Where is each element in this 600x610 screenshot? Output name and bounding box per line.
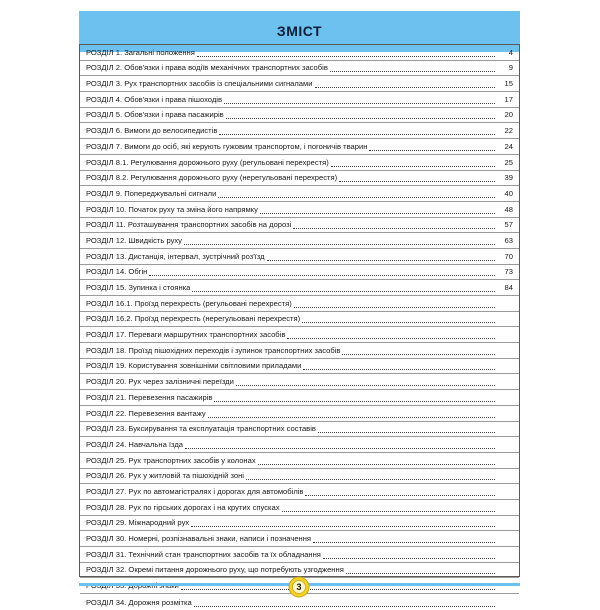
toc-row bbox=[80, 186, 519, 202]
toc-section-number: РОЗДІЛ 21. bbox=[86, 392, 127, 402]
toc-page-number: 84 bbox=[504, 283, 513, 292]
table-of-contents bbox=[80, 45, 519, 610]
dot-leader bbox=[224, 103, 495, 104]
toc-row bbox=[80, 202, 519, 218]
toc-section-number: РОЗДІЛ 12. bbox=[86, 235, 127, 245]
toc-section-title: Проїзд перехресть (регульовані перехрестя) bbox=[134, 298, 292, 308]
toc-section-number: РОЗДІЛ 9. bbox=[86, 188, 123, 198]
dot-leader bbox=[323, 558, 495, 559]
toc-row bbox=[80, 265, 519, 281]
toc-row bbox=[80, 280, 519, 296]
toc-entry-text bbox=[80, 63, 328, 75]
toc-section-number: РОЗДІЛ 19. bbox=[86, 361, 127, 371]
toc-page-number: 39 bbox=[504, 173, 513, 183]
dot-leader bbox=[346, 573, 495, 574]
toc-entry-text bbox=[80, 330, 285, 342]
dot-leader bbox=[192, 291, 495, 292]
toc-row bbox=[80, 155, 519, 171]
toc-section-title: Початок руху та зміна його напрямку bbox=[128, 204, 258, 214]
toc-page-number: 25 bbox=[504, 157, 513, 167]
toc-section-number: РОЗДІЛ 4. bbox=[86, 94, 123, 104]
toc-section-number: РОЗДІЛ 27. bbox=[86, 486, 127, 496]
toc-section-title: Рух через залізничні переїзди bbox=[128, 377, 234, 387]
toc-entry-text bbox=[80, 361, 301, 373]
toc-page-number bbox=[497, 528, 519, 530]
toc-page-number: 9 bbox=[508, 63, 513, 73]
toc-row bbox=[80, 233, 519, 249]
dot-leader bbox=[194, 606, 495, 607]
toc-section-title: Обов'язки і права пасажирів bbox=[124, 110, 224, 120]
toc-row bbox=[80, 327, 519, 343]
toc-row bbox=[80, 422, 519, 438]
toc-entry-text bbox=[80, 283, 190, 295]
toc-row bbox=[80, 469, 519, 485]
toc-page-number bbox=[497, 434, 519, 436]
dot-leader bbox=[260, 213, 495, 214]
toc-entry-text bbox=[80, 487, 303, 499]
toc-page-number: 17 bbox=[504, 94, 513, 104]
toc-entry-text bbox=[80, 534, 311, 546]
title-band bbox=[79, 17, 520, 45]
toc-entry-text bbox=[80, 95, 222, 107]
toc-row bbox=[80, 312, 519, 328]
toc-section-title: Швидкість руху bbox=[128, 235, 182, 245]
toc-section-number: РОЗДІЛ 16.1. bbox=[86, 298, 133, 308]
page-number-badge bbox=[288, 576, 310, 598]
dot-leader bbox=[294, 307, 495, 308]
toc-entry-text bbox=[80, 440, 183, 452]
toc-section-title: Зупинка і стоянка bbox=[128, 283, 191, 292]
toc-row bbox=[80, 92, 519, 108]
toc-section-title: Рух транспортних засобів із спеціальними сигналами bbox=[124, 79, 313, 89]
toc-entry-text bbox=[80, 79, 313, 91]
toc-section-title: Рух по автомагістралях і дорогах для автомобілів bbox=[128, 486, 304, 496]
toc-page-number: 15 bbox=[504, 79, 513, 89]
toc-row bbox=[80, 390, 519, 406]
toc-section-number: РОЗДІЛ 15. bbox=[86, 283, 127, 292]
toc-section-number: РОЗДІЛ 11. bbox=[86, 220, 126, 230]
toc-page-number bbox=[497, 560, 519, 562]
toc-section-number: РОЗДІЛ 7. bbox=[86, 141, 123, 151]
toc-section-number: РОЗДІЛ 5. bbox=[86, 110, 123, 120]
toc-row bbox=[80, 437, 519, 453]
toc-row bbox=[80, 516, 519, 532]
dot-leader bbox=[219, 134, 495, 135]
toc-section-number: РОЗДІЛ 34. bbox=[86, 597, 127, 607]
dot-leader bbox=[369, 150, 495, 151]
toc-page-number bbox=[497, 450, 519, 452]
toc-page-number: 48 bbox=[504, 204, 513, 214]
toc-section-number: РОЗДІЛ 31. bbox=[86, 549, 127, 559]
dot-leader bbox=[339, 181, 495, 182]
dot-leader bbox=[302, 322, 495, 323]
dot-leader bbox=[149, 275, 495, 276]
dot-leader bbox=[185, 448, 495, 449]
toc-row bbox=[80, 61, 519, 77]
toc-entry-text bbox=[80, 409, 206, 421]
dot-leader bbox=[318, 432, 495, 433]
toc-entry-text bbox=[80, 110, 224, 122]
toc-row bbox=[80, 123, 519, 139]
toc-entry-text bbox=[80, 252, 265, 264]
toc-section-number: РОЗДІЛ 16.2. bbox=[86, 314, 133, 324]
toc-section-number: РОЗДІЛ 18. bbox=[86, 345, 127, 355]
dot-leader bbox=[258, 464, 495, 465]
dot-leader bbox=[315, 87, 496, 88]
toc-section-number: РОЗДІЛ 23. bbox=[86, 424, 127, 434]
toc-section-title: Номерні, розпізнавальні знаки, написи і позначення bbox=[128, 534, 312, 543]
toc-entry-text bbox=[80, 48, 195, 60]
toc-page-number: 4 bbox=[508, 47, 513, 57]
toc-entry-text bbox=[80, 299, 292, 311]
toc-section-number: РОЗДІЛ 1. bbox=[86, 47, 123, 57]
toc-section-number: РОЗДІЛ 17. bbox=[86, 330, 127, 340]
toc-page-number bbox=[497, 481, 519, 483]
dot-leader bbox=[181, 589, 495, 590]
toc-section-number: РОЗДІЛ 32. bbox=[86, 565, 127, 575]
toc-page-number bbox=[497, 608, 519, 610]
toc-section-title: Обов'язки і права водіїв механічних транспортних засобів bbox=[124, 63, 328, 73]
toc-page-number bbox=[497, 575, 519, 577]
toc-section-number: РОЗДІЛ 30. bbox=[86, 534, 127, 543]
toc-section-title: Рух по гірських дорогах і на крутих спусках bbox=[128, 502, 280, 512]
toc-section-title: Попереджувальні сигнали bbox=[124, 188, 217, 198]
toc-section-title: Регулювання дорожнього руху (регульовані перехрестя) bbox=[130, 157, 329, 167]
toc-section-title: Рух транспортних засобів у колонах bbox=[128, 455, 256, 465]
toc-row bbox=[80, 406, 519, 422]
toc-section-title: Технічний стан транспортних засобів та їх обладнання bbox=[128, 549, 321, 559]
toc-page-number bbox=[497, 466, 519, 468]
toc-row bbox=[80, 343, 519, 359]
toc-page-number bbox=[497, 497, 519, 499]
dot-leader bbox=[330, 71, 495, 72]
toc-page-number: 63 bbox=[504, 235, 513, 245]
toc-page-number bbox=[497, 324, 519, 326]
dot-leader bbox=[305, 495, 495, 496]
toc-section-title: Розташування транспортних засобів на дорозі bbox=[127, 220, 292, 230]
toc-section-title: Міжнародний рух bbox=[128, 518, 190, 528]
toc-entry-text bbox=[80, 189, 216, 201]
toc-section-number: РОЗДІЛ 8.1. bbox=[86, 157, 129, 167]
toc-entry-text bbox=[80, 236, 182, 248]
toc-entry-text bbox=[80, 518, 189, 530]
page-number: 3 bbox=[296, 582, 302, 592]
toc-row bbox=[80, 500, 519, 516]
toc-section-title: Проїзд перехресть (нерегульовані перехрестя) bbox=[134, 314, 301, 324]
toc-section-number: РОЗДІЛ 28. bbox=[86, 502, 127, 512]
toc-section-number: РОЗДІЛ 14. bbox=[86, 267, 127, 277]
toc-row bbox=[80, 484, 519, 500]
toc-row bbox=[80, 374, 519, 390]
toc-section-number: РОЗДІЛ 29. bbox=[86, 518, 127, 528]
toc-row bbox=[80, 45, 519, 61]
toc-row bbox=[80, 359, 519, 375]
toc-section-title: Перевезення пасажирів bbox=[128, 392, 213, 402]
toc-section-number: РОЗДІЛ 10. bbox=[86, 204, 127, 214]
dot-leader bbox=[246, 479, 495, 480]
toc-section-title: Навчальна їзда bbox=[128, 439, 183, 449]
toc-entry-text bbox=[80, 550, 321, 562]
toc-section-title: Дистанція, інтервал, зустрічний роз'їзд bbox=[128, 251, 265, 261]
dot-leader bbox=[226, 118, 495, 119]
toc-entry-text bbox=[80, 503, 280, 515]
dot-leader bbox=[331, 166, 495, 167]
toc-section-number: РОЗДІЛ 3. bbox=[86, 79, 123, 89]
toc-section-number: РОЗДІЛ 6. bbox=[86, 126, 123, 136]
dot-leader bbox=[208, 417, 495, 418]
dot-leader bbox=[313, 542, 495, 543]
toc-row bbox=[80, 531, 519, 547]
dot-leader bbox=[267, 260, 495, 261]
toc-page-number: 73 bbox=[504, 267, 513, 277]
toc-page-number: 22 bbox=[504, 126, 513, 136]
toc-entry-text bbox=[80, 205, 258, 217]
toc-section-title: Обгін bbox=[128, 267, 148, 277]
toc-page-number bbox=[497, 309, 519, 311]
toc-section-title: Переваги маршрутних транспортних засобів bbox=[128, 330, 286, 340]
dot-leader bbox=[184, 244, 495, 245]
toc-page-number bbox=[497, 419, 519, 421]
dot-leader bbox=[197, 56, 495, 57]
toc-page-number: 24 bbox=[504, 141, 513, 151]
toc-entry-text bbox=[80, 173, 337, 185]
dot-leader bbox=[218, 197, 495, 198]
page-title: ЗМІСТ bbox=[276, 23, 323, 39]
toc-row bbox=[80, 296, 519, 312]
toc-section-number: РОЗДІЛ 25. bbox=[86, 455, 127, 465]
toc-page-number bbox=[497, 513, 519, 515]
dot-leader bbox=[342, 354, 495, 355]
dot-leader bbox=[303, 369, 495, 370]
toc-entry-text bbox=[80, 424, 316, 436]
toc-row bbox=[80, 547, 519, 563]
toc-section-title: Загальні положення bbox=[124, 47, 195, 57]
toc-page-number: 20 bbox=[504, 110, 513, 120]
toc-page-number: 70 bbox=[504, 251, 513, 261]
toc-page-number bbox=[497, 340, 519, 342]
toc-section-title: Окремі питання дорожнього руху, що потребують узгодження bbox=[128, 565, 344, 575]
toc-entry-text bbox=[80, 471, 244, 483]
toc-section-number: РОЗДІЛ 13. bbox=[86, 251, 127, 261]
toc-section-title: Буксирування та експлуатація транспортних составів bbox=[128, 424, 316, 434]
toc-section-number: РОЗДІЛ 24. bbox=[86, 439, 127, 449]
toc-row bbox=[80, 218, 519, 234]
dot-leader bbox=[236, 385, 495, 386]
dot-leader bbox=[214, 401, 495, 402]
toc-page-number: 57 bbox=[504, 220, 513, 230]
toc-entry-text bbox=[80, 393, 212, 405]
toc-section-title: Обов'язки і права пішоходів bbox=[124, 94, 223, 104]
dot-leader bbox=[191, 526, 495, 527]
toc-page-number bbox=[497, 544, 519, 546]
toc-entry-text bbox=[80, 126, 217, 138]
toc-section-title: Перевезення вантажу bbox=[128, 408, 206, 418]
toc-section-title: Вимоги до осіб, які керують гужовим транспортом, і погоничів тварин bbox=[124, 141, 368, 151]
toc-section-number: РОЗДІЛ 20. bbox=[86, 377, 127, 387]
toc-page-number bbox=[497, 591, 519, 593]
toc-section-title: Користування зовнішніми світловими приладами bbox=[128, 361, 302, 371]
toc-entry-text bbox=[80, 456, 256, 468]
toc-entry-text bbox=[80, 158, 329, 170]
toc-section-number: РОЗДІЛ 26. bbox=[86, 471, 127, 481]
toc-section-title: Вимоги до велосипедистів bbox=[124, 126, 218, 136]
dot-leader bbox=[293, 228, 495, 229]
toc-row bbox=[80, 139, 519, 155]
toc-entry-text bbox=[80, 142, 367, 154]
toc-section-title: Дорожня розмітка bbox=[128, 597, 192, 607]
toc-entry-text bbox=[80, 220, 291, 232]
toc-entry-text bbox=[80, 267, 147, 279]
toc-section-title: Проїзд пішохідних переходів і зупинок транспортних засобів bbox=[128, 345, 341, 355]
dot-leader bbox=[282, 511, 495, 512]
toc-section-title: Рух у житловій та пішохідній зоні bbox=[128, 471, 244, 481]
toc-section-number: РОЗДІЛ 2. bbox=[86, 63, 123, 73]
toc-entry-text bbox=[80, 314, 300, 326]
toc-row bbox=[80, 453, 519, 469]
toc-page-number bbox=[497, 403, 519, 405]
toc-row bbox=[80, 76, 519, 92]
toc-entry-text bbox=[80, 377, 234, 389]
dot-leader bbox=[287, 338, 495, 339]
toc-page-number: 40 bbox=[504, 188, 513, 198]
toc-page-number bbox=[497, 371, 519, 373]
toc-row bbox=[80, 171, 519, 187]
toc-page-number bbox=[497, 387, 519, 389]
toc-row bbox=[80, 108, 519, 124]
toc-row bbox=[80, 249, 519, 265]
toc-page-number bbox=[497, 356, 519, 358]
toc-section-title: Регулювання дорожнього руху (нерегульовані перехрестя) bbox=[130, 173, 338, 183]
toc-section-number: РОЗДІЛ 8.2. bbox=[86, 173, 129, 183]
toc-section-number: РОЗДІЛ 22. bbox=[86, 408, 127, 418]
toc-entry-text bbox=[80, 346, 340, 358]
